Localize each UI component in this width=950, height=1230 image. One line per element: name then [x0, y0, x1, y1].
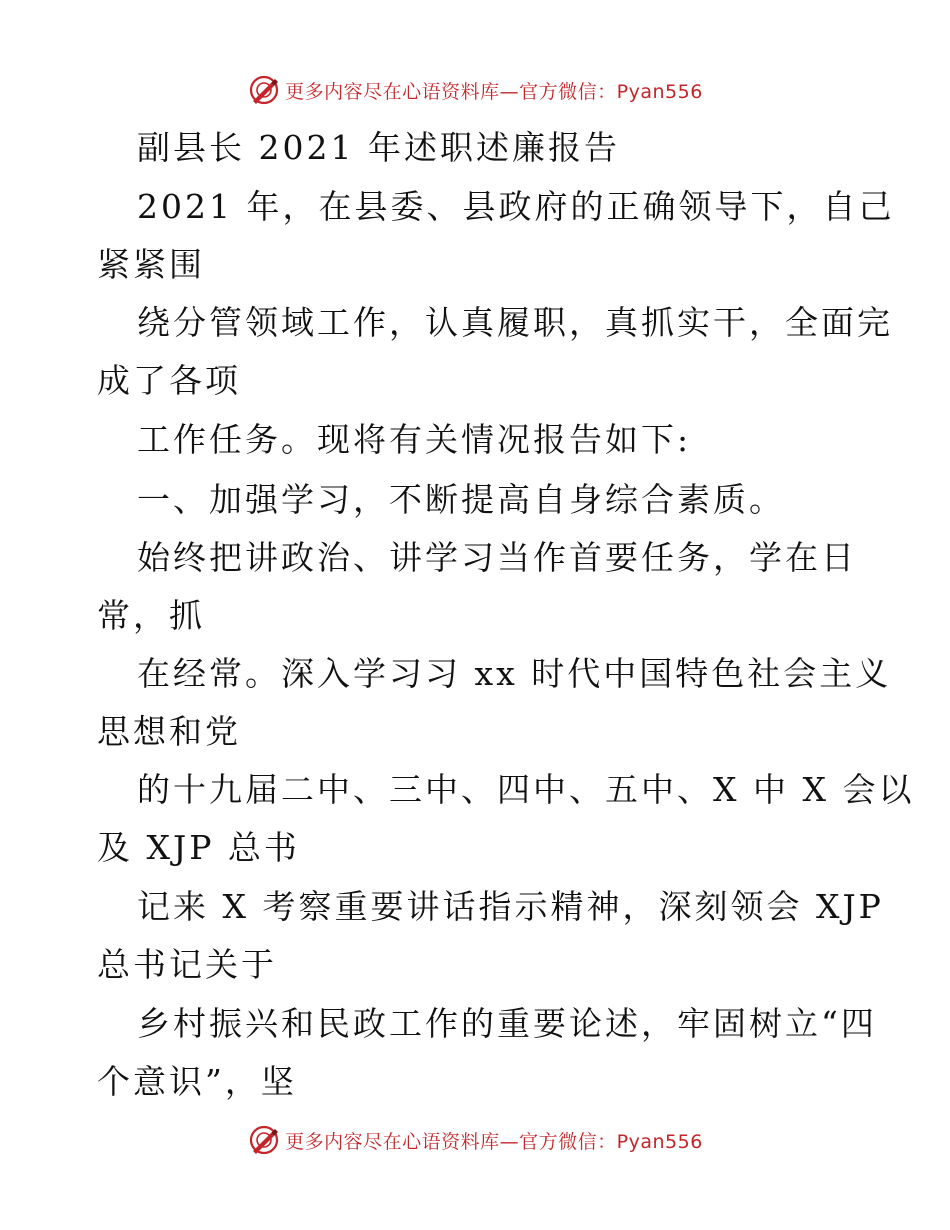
paragraph-line: 思想和党	[97, 712, 241, 751]
paragraph-line: 常，抓	[97, 596, 205, 635]
red-pen-logo-icon	[247, 73, 281, 107]
paragraph-line: 紧紧围	[97, 245, 205, 284]
paragraph-line: 个意识”，坚	[97, 1062, 297, 1101]
paragraph-line: 绕分管领域工作，认真履职，真抓实干，全面完	[137, 303, 893, 342]
footer-banner-text: 更多内容尽在心语资料库—官方微信：Pyan556	[285, 1130, 703, 1153]
paragraph-line: 总书记关于	[97, 945, 277, 984]
paragraph-line: 在经常。深入学习习 xx 时代中国特色社会主义	[137, 654, 892, 693]
paragraph-line: 成了各项	[97, 361, 241, 400]
document-title: 副县长 2021 年述职述廉报告	[137, 128, 620, 167]
paragraph-line: 始终把讲政治、讲学习当作首要任务，学在日	[137, 538, 857, 577]
section-heading: 一、加强学习，不断提高自身综合素质。	[137, 480, 785, 519]
paragraph-line: 2021 年，在县委、县政府的正确领导下，自己	[137, 187, 895, 226]
paragraph-line: 工作任务。现将有关情况报告如下:	[137, 420, 692, 459]
paragraph-line: 的十九届二中、三中、四中、五中、X 中 X 会以	[137, 770, 915, 809]
footer-banner	[0, 1120, 950, 1160]
paragraph-line: 乡村振兴和民政工作的重要论述，牢固树立“四	[137, 1004, 877, 1043]
header-banner	[0, 70, 950, 110]
header-banner-text: 更多内容尽在心语资料库—官方微信：Pyan556	[285, 80, 703, 103]
paragraph-line: 记来 X 考察重要讲话指示精神，深刻领会 XJP	[137, 887, 884, 926]
red-pen-logo-icon	[247, 1123, 281, 1157]
paragraph-line: 及 XJP 总书	[97, 828, 300, 867]
